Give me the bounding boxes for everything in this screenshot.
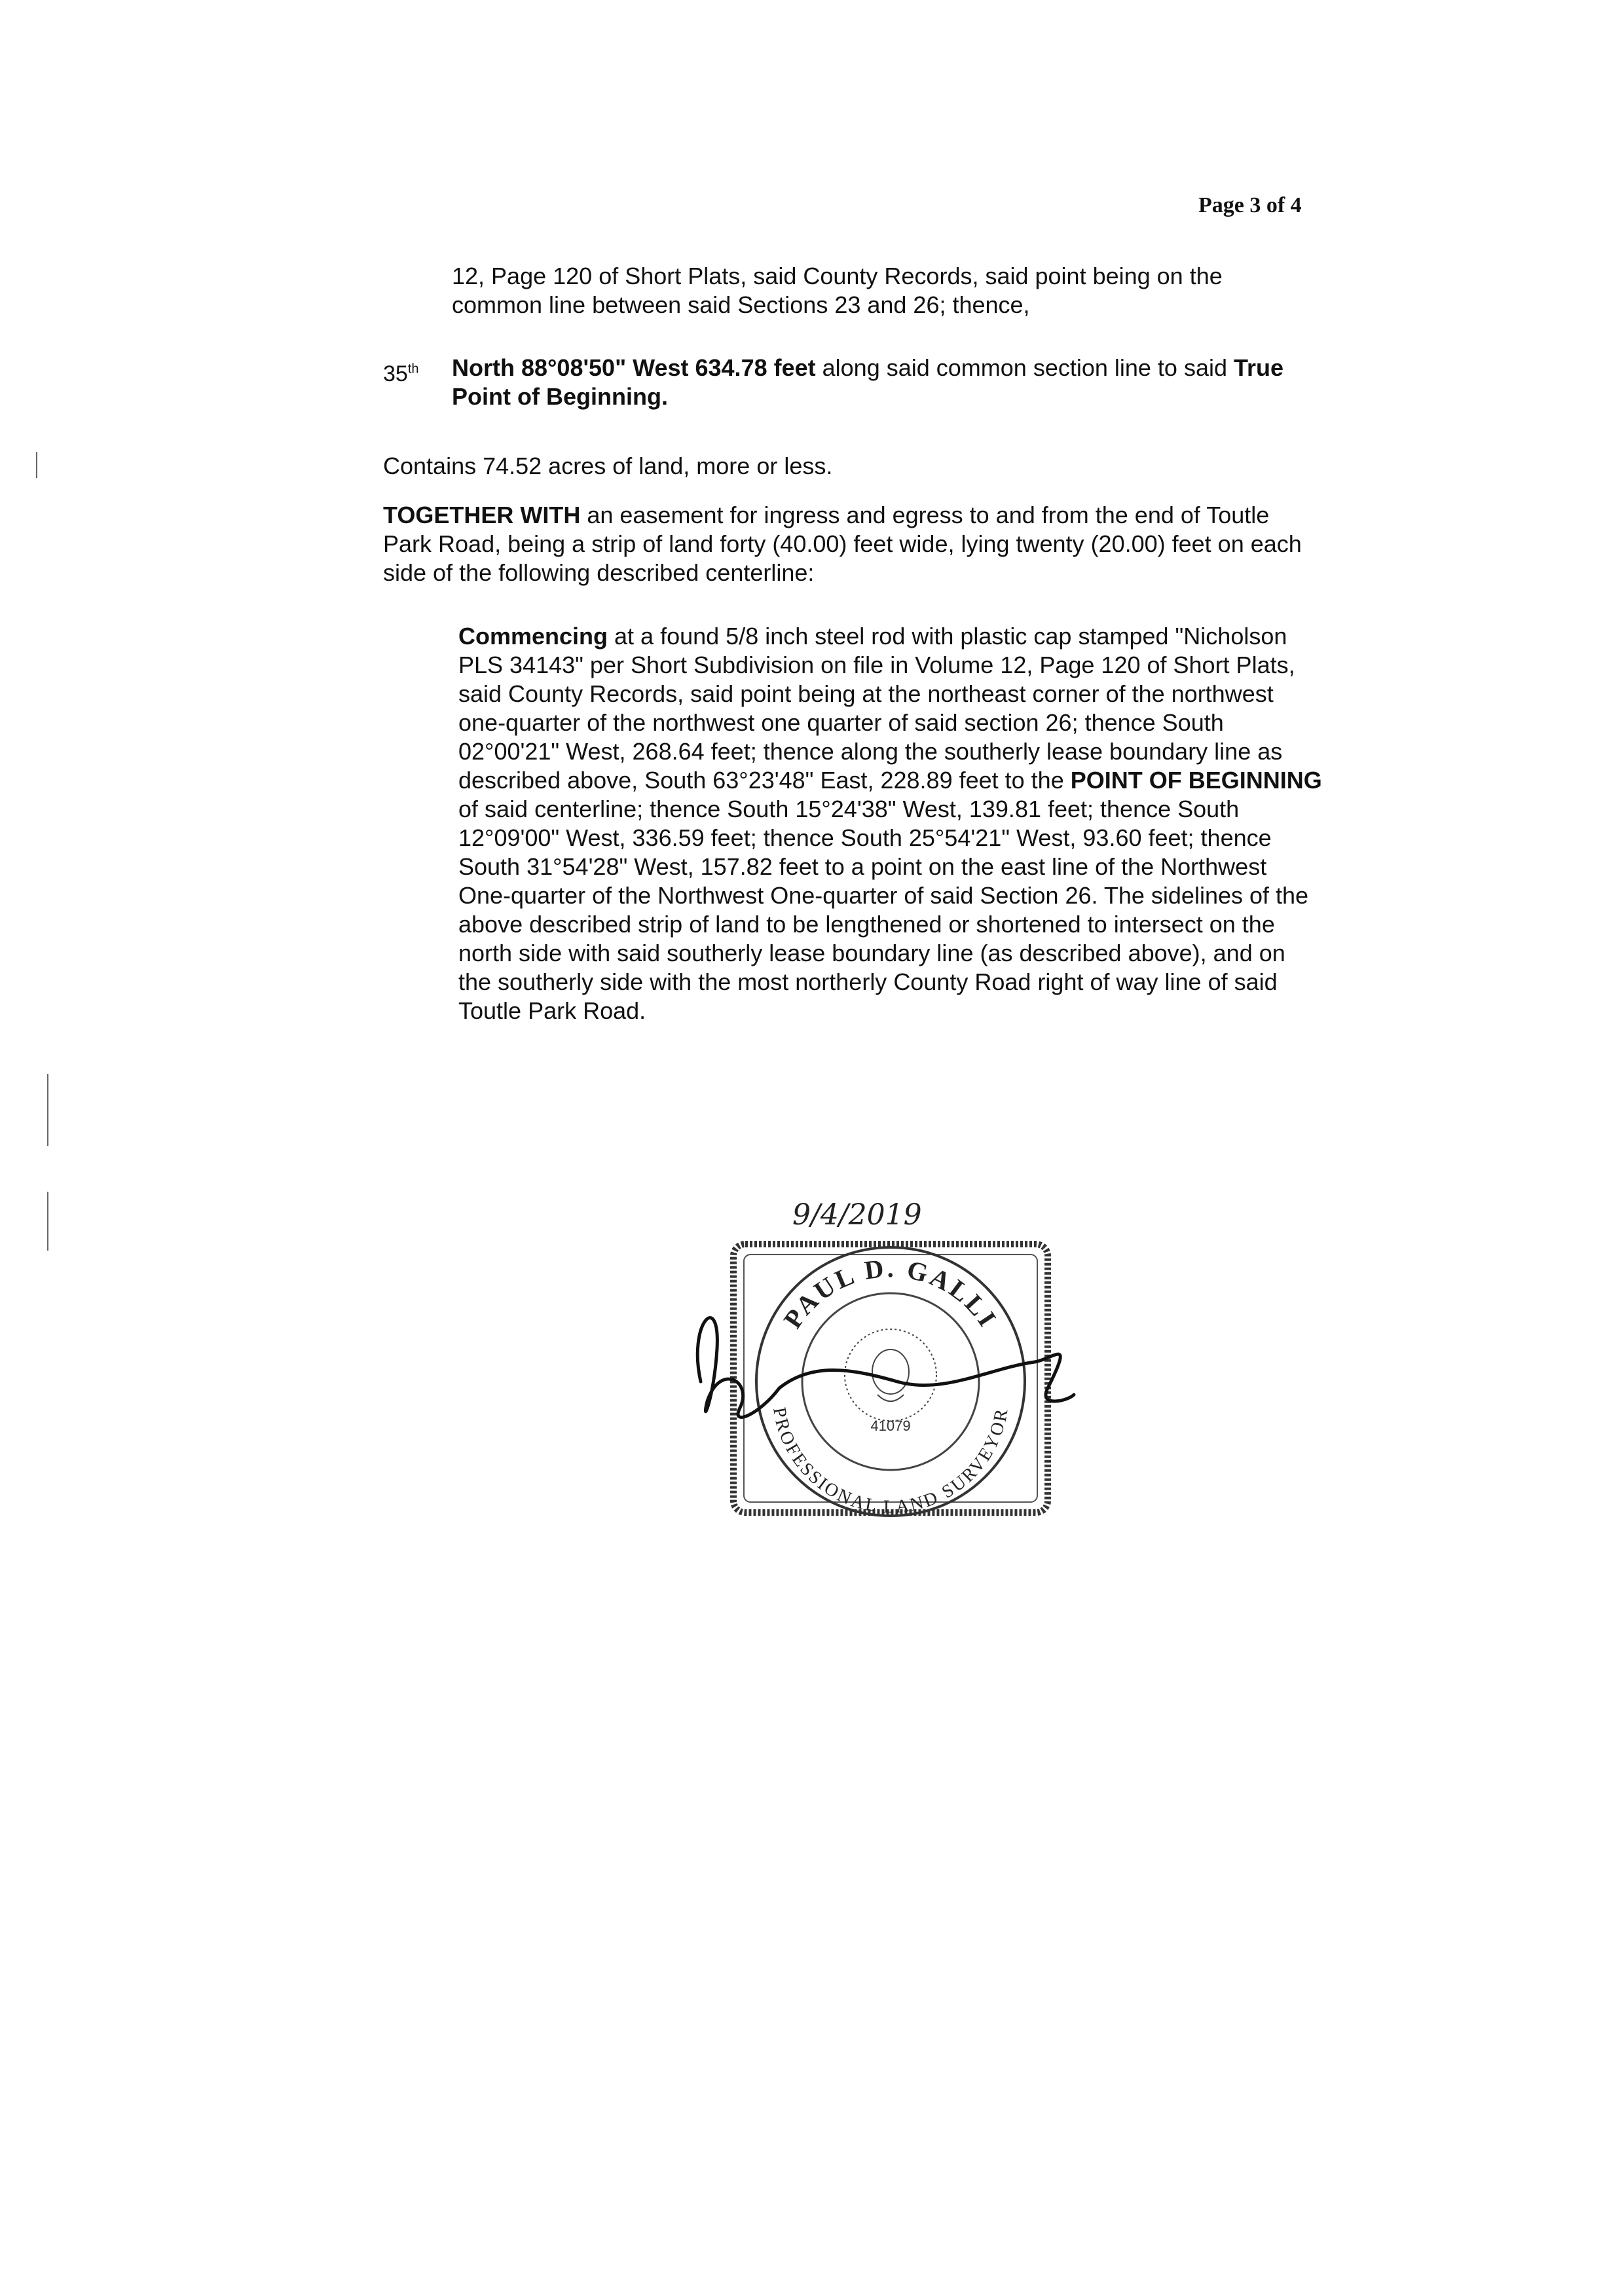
- point-of-beginning: POINT OF BEGINNING: [1070, 767, 1322, 794]
- commencing-text-2: of said centerline; thence South 15°24'38" West, 139.81 feet; thence South 12°09'00" West, 336.59 feet; thence South 25°54'21" West, 93.60 feet; thence South 31°54'28" West, 157.82 feet to a point on the east line of the Northwest One-quarter of the Northwest One-quarter of said Section 26. The sidelines of the above described strip of land to be lengthened or shortened to intersect on the north side with said southerly lease boundary line (as described above), and on the southerly side with the most northerly County Road right of way line of said Toutle Park Road.: [458, 796, 1309, 1024]
- page-number: Page 3 of 4: [1198, 193, 1302, 217]
- scan-mark: [47, 1192, 48, 1251]
- together-with-lead: TOGETHER WITH: [383, 502, 581, 528]
- surveyor-seal: [681, 1231, 1087, 1539]
- item-35-true-pob: True Point of Beginning.: [452, 354, 1284, 410]
- scan-mark: [36, 452, 37, 478]
- seal-license-number: 41079: [870, 1418, 911, 1434]
- scan-mark: [47, 1074, 48, 1146]
- state-emblem-icon: [845, 1329, 936, 1421]
- surveyor-seal-area: [681, 1198, 1087, 1539]
- seal-outer-ring: [756, 1247, 1025, 1516]
- together-with-text: an easement for ingress and egress to and from the end of Toutle Park Road, being a strip of land forty (40.00) feet wide, lying twenty (20.00) feet on each side of the following described centerline:: [383, 502, 1302, 586]
- signature-date: 9/4/2019: [792, 1198, 922, 1232]
- together-with-paragraph: [383, 501, 1313, 587]
- seal-name-path: PAUL D. GALLI: [777, 1253, 1004, 1334]
- commencing-text-1: at a found 5/8 inch steel rod with plastic cap stamped "Nicholson PLS 34143" per Short Subdivision on file in Volume 12, Page 120 of Short Plats, said County Records, said point being at the northeast corner of the northwest one-quarter of the northwest one quarter of said section 26; thence South 02°00'21" West, 268.64 feet; thence along the southerly lease boundary line as described above, South 63°23'48" East, 228.89 feet to the: [458, 623, 1295, 794]
- commencing-paragraph: [458, 622, 1323, 1025]
- item-35-bearing: North 88°08'50" West 634.78 feet: [452, 354, 816, 381]
- commencing-lead: Commencing: [458, 623, 608, 650]
- item-35-text: along said common section line to said: [815, 354, 1234, 381]
- continuation-paragraph: 12, Page 120 of Short Plats, said County Records, said point being on the common line between said Sections 23 and 26; thence,: [452, 263, 1223, 318]
- item-35-paragraph: [452, 354, 1316, 411]
- contains-acreage: Contains 74.52 acres of land, more or less.: [383, 452, 833, 479]
- item-number-suffix: th: [407, 361, 419, 376]
- item-number-value: 35: [383, 361, 408, 386]
- handwritten-signature: [697, 1318, 1074, 1418]
- seal-title-path: PROFESSIONAL LAND SURVEYOR: [769, 1405, 1012, 1518]
- item-number: [383, 361, 419, 387]
